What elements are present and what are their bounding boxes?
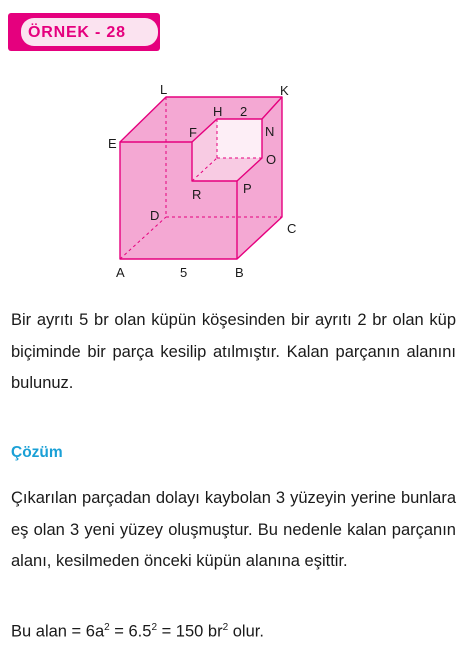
edge-length-cut: 2 — [240, 104, 248, 119]
example-number: ÖRNEK - 28 — [28, 24, 126, 41]
question-text: Bir ayrıtı 5 br olan küpün köşesinden bir ayrıtı 2 br olan küp biçiminde bir parça kesilip atılmıştır. Kalan parçanın alanını bulunuz. — [11, 311, 456, 392]
cube-figure — [100, 78, 320, 283]
label-l: L — [160, 82, 168, 97]
formula-exp-3: 2 — [222, 622, 229, 633]
formula-exp-1: 2 — [104, 622, 110, 633]
formula-part-3: = 150 br — [157, 622, 223, 641]
solution-text: Çıkarılan parçadan dolayı kaybolan 3 yüzeyin yerine bunlara eş olan 3 yeni yüzey oluşmuştur. Bu nedenle kalan parçanın alanı, kesilmeden önceki küpün alanına eşittir. — [11, 489, 456, 570]
label-h: H — [213, 104, 223, 119]
formula-exp-2: 2 — [151, 622, 157, 633]
cube-faces — [120, 97, 282, 259]
label-k: K — [280, 83, 289, 98]
label-r: R — [192, 187, 202, 202]
label-b: B — [235, 265, 244, 280]
formula-part-4: olur. — [228, 622, 264, 641]
label-o: O — [266, 152, 277, 167]
label-a: A — [116, 265, 125, 280]
label-d: D — [150, 208, 160, 223]
edge-length-bottom: 5 — [180, 265, 188, 280]
label-n: N — [265, 124, 275, 139]
area-formula — [11, 622, 264, 642]
label-p: P — [243, 181, 252, 196]
example-badge — [8, 13, 160, 51]
cut-back-face — [217, 119, 262, 158]
label-e: E — [108, 136, 117, 151]
solution-heading: Çözüm — [11, 444, 63, 461]
label-c: C — [287, 221, 297, 236]
formula-part-1: Bu alan = 6a — [11, 622, 105, 641]
formula-part-2: = 6.5 — [109, 622, 152, 641]
label-f: F — [189, 125, 197, 140]
